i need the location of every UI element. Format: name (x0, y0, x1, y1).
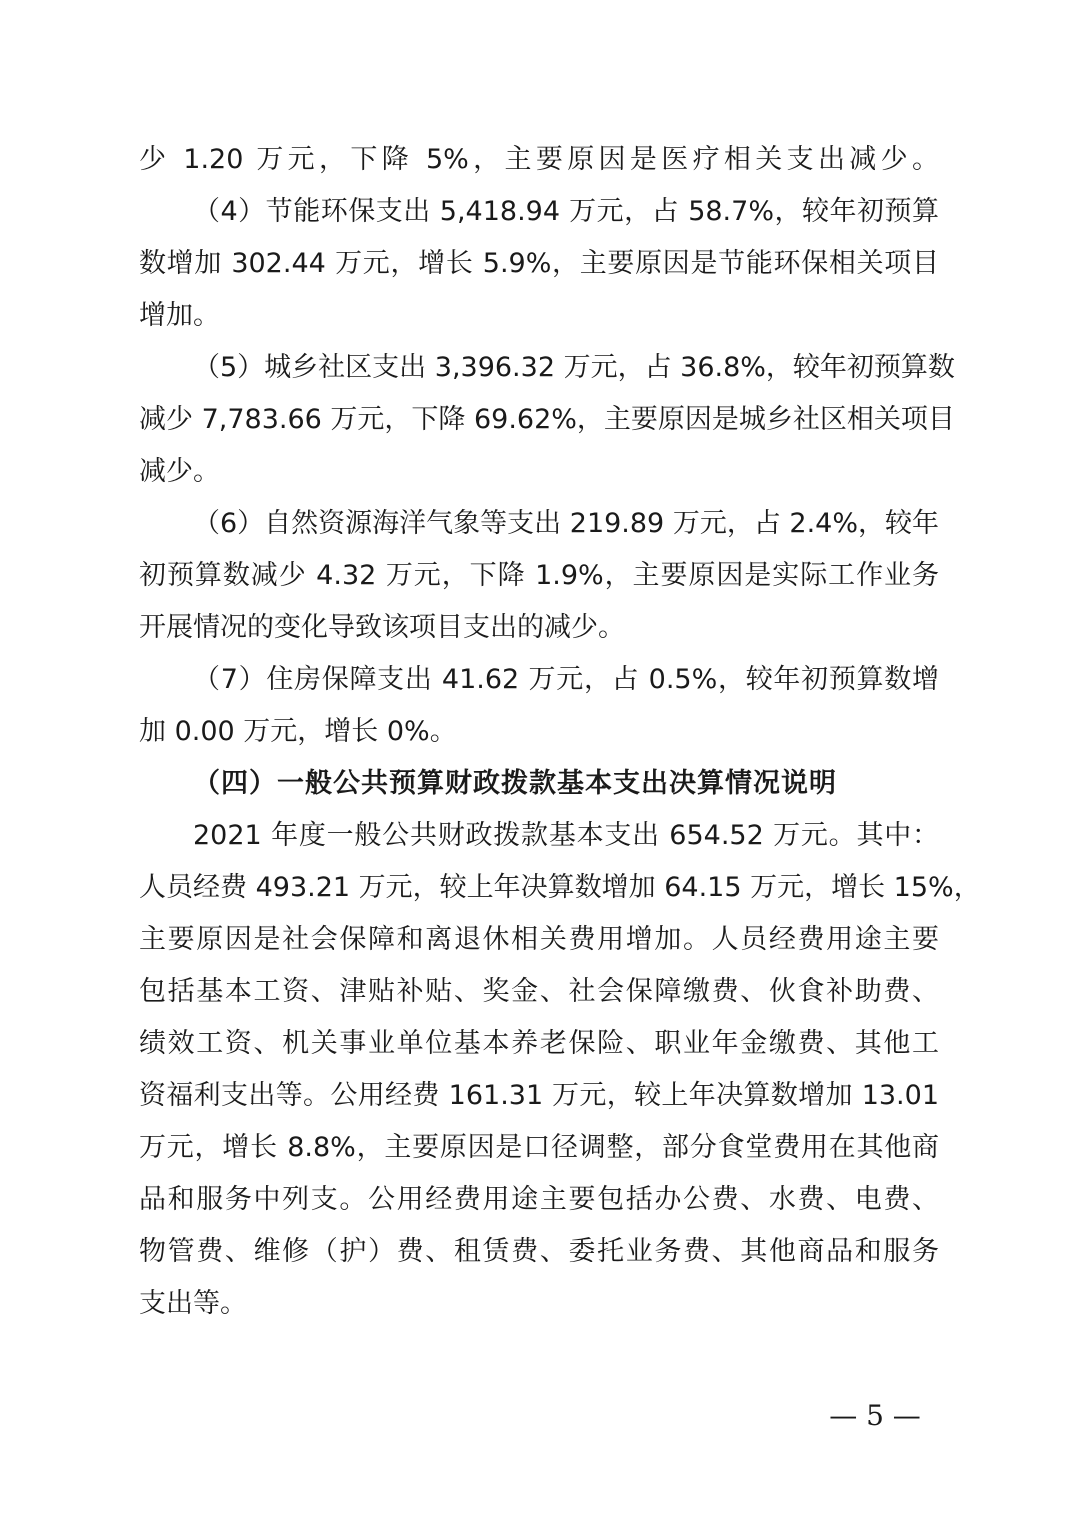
paragraph-line-23: 支出等。 (139, 1288, 247, 1319)
paragraph-line-19: 资福利支出等。公用经费 161.31 万元，较上年决算数增加 13.01 (139, 1080, 939, 1111)
paragraph-line-14: 2021 年度一般公共财政拨款基本支出 654.52 万元。其中： (193, 820, 939, 851)
paragraph-line-10: 开展情况的变化导致该项目支出的减少。 (139, 612, 625, 643)
paragraph-line-16: 主要原因是社会保障和离退休相关费用增加。人员经费用途主要 (139, 924, 939, 955)
document-body (139, 134, 981, 1330)
paragraph-line-7: 减少。 (139, 456, 220, 487)
paragraph-line-18: 绩效工资、机关事业单位基本养老保险、职业年金缴费、其他工 (139, 1028, 939, 1059)
paragraph-line-21: 品和服务中列支。公用经费用途主要包括办公费、水费、电费、 (139, 1184, 939, 1215)
paragraph-line-5: （5）城乡社区支出 3,396.32 万元，占 36.8%，较年初预算数 (193, 352, 955, 383)
paragraph-line-9: 初预算数减少 4.32 万元，下降 1.9%，主要原因是实际工作业务 (139, 560, 939, 591)
paragraph-line-12: 加 0.00 万元，增长 0%。 (139, 716, 457, 747)
paragraph-line-15: 人员经费 493.21 万元，较上年决算数增加 64.15 万元，增长 15%， (139, 872, 981, 903)
paragraph-line-2: （4）节能环保支出 5,418.94 万元，占 58.7%，较年初预算 (193, 196, 939, 227)
paragraph-line-6: 减少 7,783.66 万元，下降 69.62%，主要原因是城乡社区相关项目 (139, 404, 955, 435)
paragraph-line-1: 少 1.20 万元，下降 5%，主要原因是医疗相关支出减少。 (139, 144, 939, 175)
paragraph-line-4: 增加。 (139, 300, 220, 331)
paragraph-line-17: 包括基本工资、津贴补贴、奖金、社会保障缴费、伙食补助费、 (139, 976, 939, 1007)
section-heading: （四）一般公共预算财政拨款基本支出决算情况说明 (193, 768, 837, 799)
paragraph-line-11: （7）住房保障支出 41.62 万元，占 0.5%，较年初预算数增 (193, 664, 939, 695)
paragraph-line-3: 数增加 302.44 万元，增长 5.9%，主要原因是节能环保相关项目 (139, 248, 939, 279)
paragraph-line-20: 万元，增长 8.8%，主要原因是口径调整，部分食堂费用在其他商 (139, 1132, 939, 1163)
paragraph-line-22: 物管费、维修（护）费、租赁费、委托业务费、其他商品和服务 (139, 1236, 939, 1267)
page-number: — 5 — (829, 1399, 921, 1432)
paragraph-line-8: （6）自然资源海洋气象等支出 219.89 万元，占 2.4%，较年 (193, 508, 939, 539)
